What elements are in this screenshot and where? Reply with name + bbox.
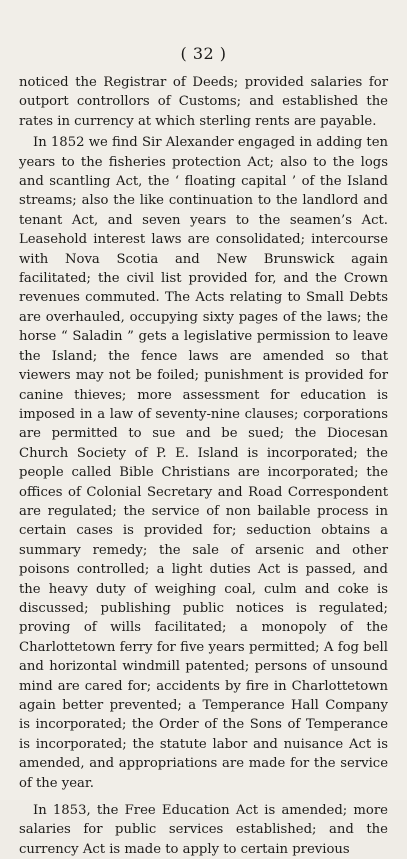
- paragraph-1: noticed the Registrar of Deeds; provided salaries for outport controllors of Customs; and established the rates in currency at which sterling rents are payable.: [19, 75, 388, 129]
- paragraph-3: In 1853, the Free Education Act is amended; more salaries for public services established; and the currency Act is made to apply to certain previous: [19, 803, 388, 857]
- body-text: [19, 73, 388, 859]
- paragraph-2: In 1852 we find Sir Alexander engaged in adding ten years to the fisheries protection Act; also to the logs and scantling Act, the ‘ floating capital ’ of the Island streams; also the like continuation to the landlord and tenant Act, and seven years to the seamen’s Act. Leasehold interest laws are consolidated; intercourse with Nova Scotia and New Brunswick again facilitated; the civil list provided for, and the Crown revenues commuted. The Acts relating to Small Debts are overhauled, occupying sixty pages of the laws; the horse “ Saladin ” gets a legislative permission to leave the Island; the fence laws are amended so that viewers may not be foiled; punishment is provided for canine thieves; more assessment for education is imposed in a law of seventy-nine clauses; corporations are permitted to sue and be sued; the Diocesan Church Society of P. E. Island is incorporated; the people called Bible Christians are incorporated; the offices of Colonial Secretary and Road Correspondent are regulated; the service of non bailable process in certain cases is provided for; seduction obtains a summary remedy; the sale of arsenic and other poisons controlled; a light duties Act is passed, and the heavy duty of weighing coal, culm and coke is discussed; publishing public notices is regulated; proving of wills facilitated; a monopoly of the Charlottetown ferry for five years permitted; A fog bell and horizontal windmill patented; persons of unsound mind are cared for; accidents by fire in Charlottetown again better prevented; a Temperance Hall Company is incorporated; the Order of the Sons of Temperance is incorporated; the statute labor and nuisance Act is amended, and appropriations are made for the service of the year.: [19, 135, 388, 791]
- page-number: ( 32 ): [180, 44, 227, 63]
